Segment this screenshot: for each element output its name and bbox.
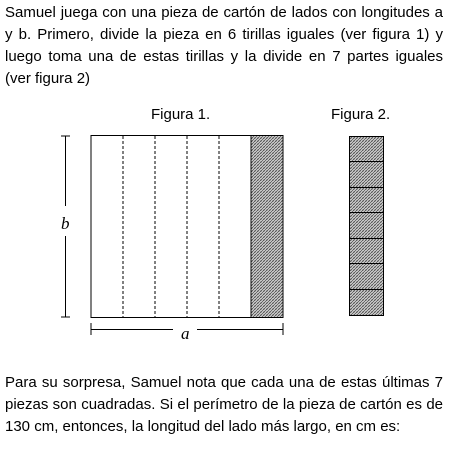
figure-2 bbox=[350, 137, 384, 316]
figure-2-label: Figura 2. bbox=[331, 106, 391, 123]
shaded-strip bbox=[251, 136, 283, 318]
problem-intro-text: Samuel juega con una pieza de cartón de lados con longitudes a y b. Primero, divide la pieza en 6 tirillas iguales (ver figura 1) y luego toma una de estas tirillas y la divide en 7 partes iguales (ver figura 2) bbox=[5, 4, 443, 87]
figure-1 bbox=[61, 136, 283, 336]
label-a: a bbox=[181, 324, 190, 343]
divided-strip bbox=[350, 137, 384, 316]
figure-1-label: Figura 1. bbox=[151, 106, 211, 123]
problem-question-text: Para su sorpresa, Samuel nota que cada una de estas últimas 7 piezas son cuadradas. Si el perímetro de la pieza de cartón es de 130 cm, entonces, la longitud del lado más largo, en cm es: bbox=[5, 374, 443, 435]
label-b: b bbox=[61, 214, 70, 233]
